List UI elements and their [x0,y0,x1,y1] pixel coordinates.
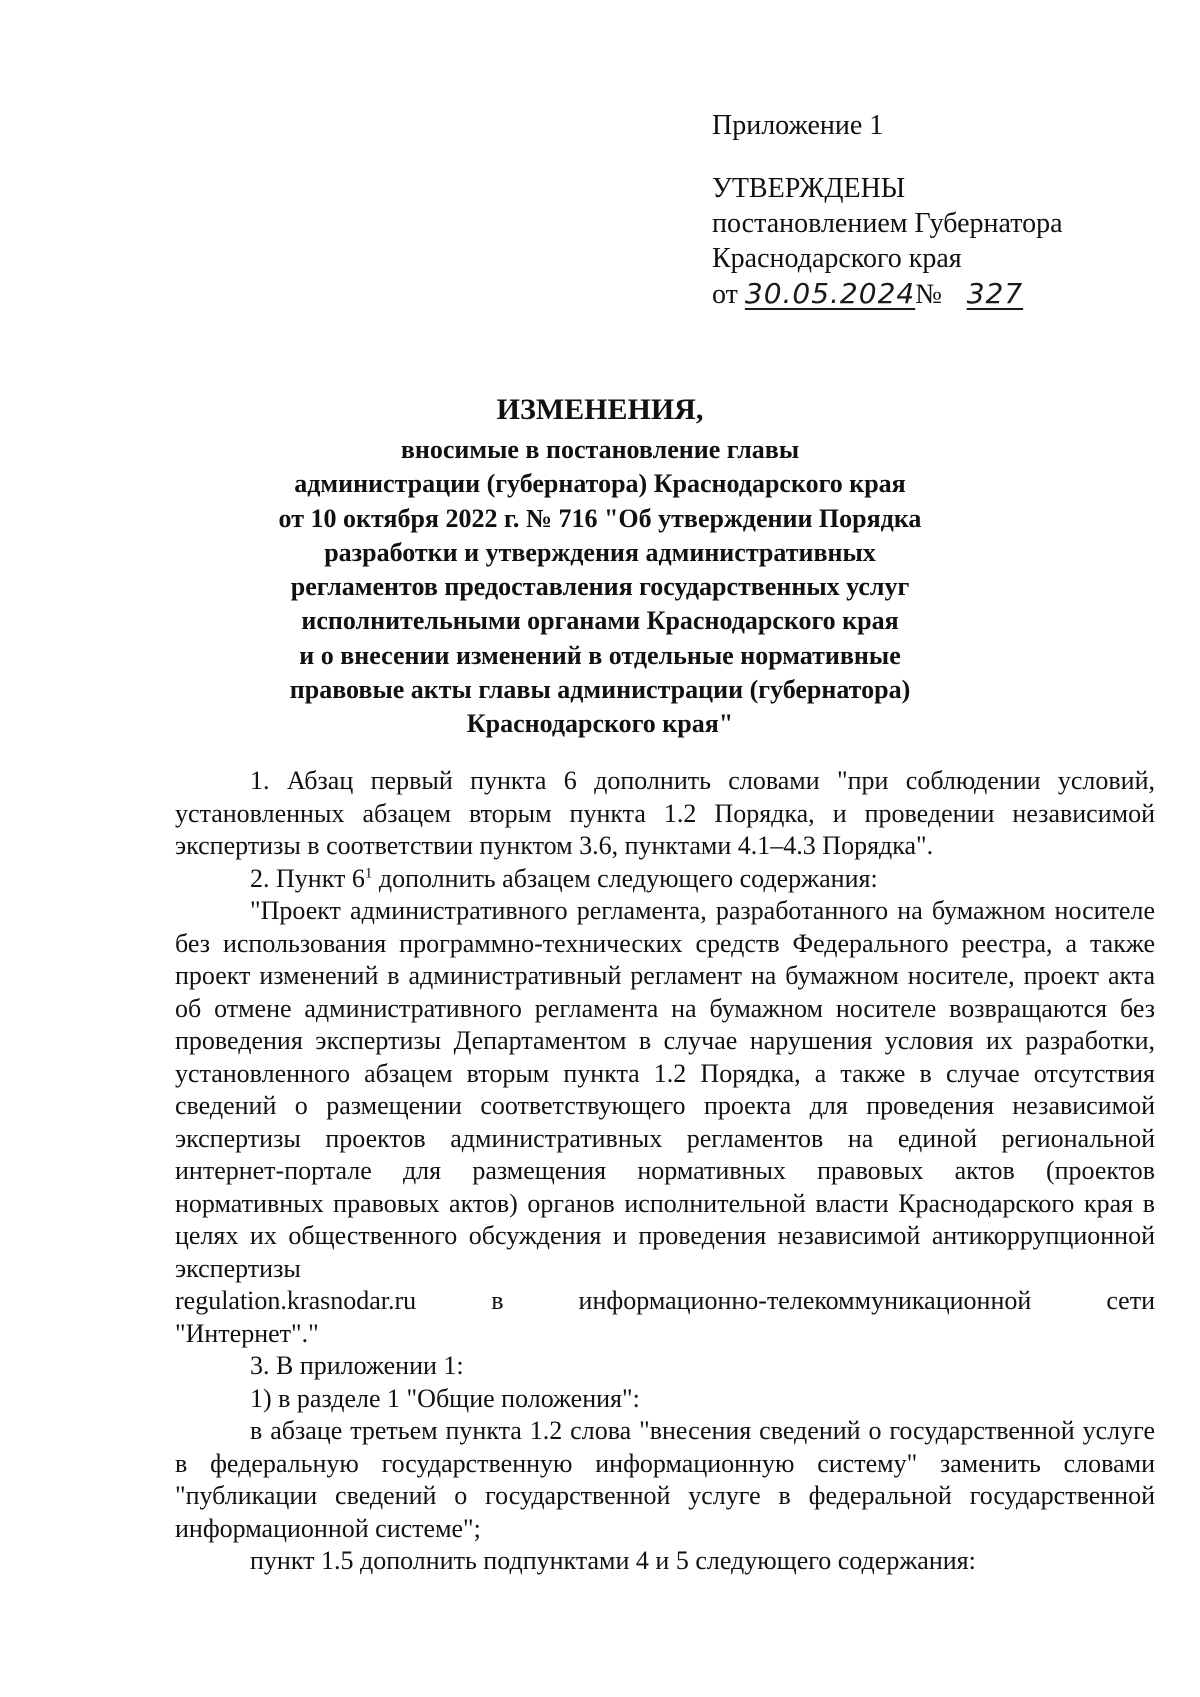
approved-label: УТВЕРЖДЕНЫ [712,173,906,204]
paragraph-2-superscript: 1 [364,864,373,881]
title-line: разработки и утверждения административных [324,537,876,567]
document-title [150,390,1050,742]
title-line: от 10 октября 2022 г. № 716 "Об утверждении Порядка [278,503,922,533]
title-line: вносимые в постановление главы [400,435,800,464]
paragraph-2-end: дополнить абзацем следующего содержания: [372,863,878,893]
title-line: Краснодарского края" [466,709,734,739]
document-body [175,765,1155,1578]
handwritten-number: 327 [966,277,1024,310]
paragraph-2 [175,863,1155,896]
title-line: правовые акты главы администрации (губернатора) [289,675,911,705]
approved-by-line-1: постановлением Губернатора [712,208,1063,239]
date-prefix: от [712,279,738,310]
title-line: и о внесении изменений в отдельные нормативные [299,640,901,670]
title-main: ИЗМЕНЕНИЯ, [496,393,704,426]
paragraph-3-quote: "Проект административного регламента, разработанного на бумажном носителе без использования программно-технических средств Федерального реестра, а также проект изменений в административный регламент на бумажном носителе, проект акта об отмене административного регламента на бумажном носителе возвращаются без проведения экспертизы Департаментом в случае нарушения условия их разработки, установленного абзацем вторым пункта 1.2 Порядка, а также в случае отсутствия сведений о размещении соответствующего проекта для проведения независимой экспертизы проектов административных регламентов на единой региональной интернет-портале для размещения нормативных правовых актов (проектов нормативных правовых актов) органов исполнительной власти Краснодарского края в целях их общественного обсуждения и проведения независимой антикоррупционной экспертизы [175,896,1155,1283]
approval-block [712,108,1132,312]
paragraph-2-start: 2. Пункт 6 [250,863,365,893]
paragraph-7: пункт 1.5 дополнить подпунктами 4 и 5 следующего содержания: [250,1546,976,1575]
number-sign: № [915,279,942,310]
handwritten-date: 30.05.2024 [744,277,916,310]
title-line: исполнительными органами Краснодарского края [301,606,899,636]
paragraph-3-end: "Интернет"." [175,1318,319,1348]
paragraph-5: 1) в разделе 1 "Общие положения": [250,1383,640,1413]
paragraph-6: в абзаце третьем пункта 1.2 слова "внесения сведений о государственной услуге в федеральную государственную информационную систему" заменить словами "публикации сведений о государственной услуге в федеральной государственной информационной системе"; [175,1416,1155,1543]
title-line: администрации (губернатора) Краснодарского края [294,469,906,499]
appendix-label: Приложение 1 [712,110,884,141]
title-line: регламентов предоставления государственных услуг [290,572,910,602]
paragraph-1: 1. Абзац первый пункта 6 дополнить словами "при соблюдении условий, установленных абзацем вторым пункта 1.2 Порядка, и проведении независимой экспертизы в соответствии пунктом 3.6, пунктами 4.1–4.3 Порядка". [175,766,1155,860]
approved-by-line-2: Краснодарского края [712,243,962,274]
paragraph-3-site-line: regulation.krasnodar.ru в информационно-телекоммуникационной сети [175,1286,1155,1315]
approval-date-line [712,276,1132,312]
paragraph-4: 3. В приложении 1: [250,1351,464,1380]
